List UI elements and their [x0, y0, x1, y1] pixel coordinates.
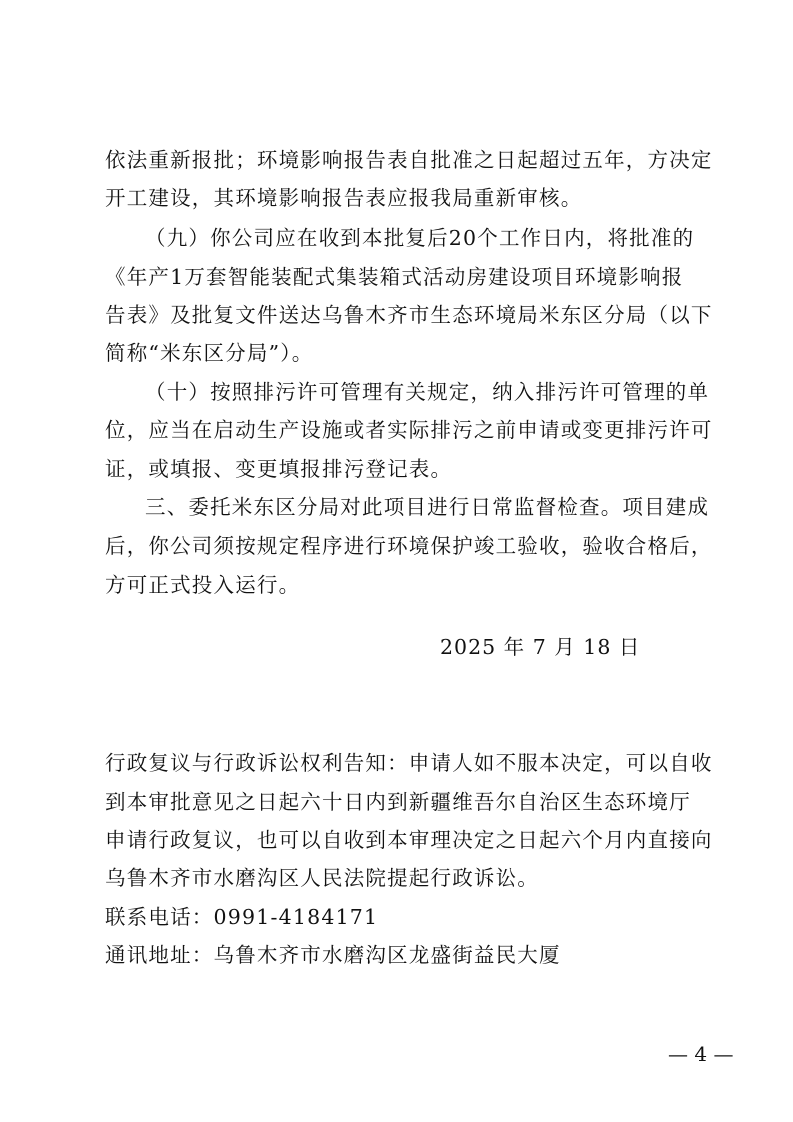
body-line: 证，或填报、变更填报排污登记表。 [105, 457, 453, 481]
body-line: 三、委托米东区分局对此项目进行日常监督检查。项目建成 [145, 495, 710, 519]
contact-phone: 联系电话：0991-4184171 [105, 905, 379, 929]
notice-line: 申请行政复议，也可以自收到本审理决定之日起六个月内直接向 [105, 828, 713, 852]
body-line: 方可正式投入运行。 [105, 573, 301, 597]
body-line: 后，你公司须按规定程序进行环境保护竣工验收，验收合格后， [105, 534, 713, 558]
body-line: 依法重新报批；环境影响报告表自批准之日起超过五年，方决定 [105, 148, 713, 172]
body-line: 《年产1万套智能装配式集装箱式活动房建设项目环境影响报 [105, 265, 684, 289]
body-line: 位，应当在启动生产设施或者实际排污之前申请或变更排污许可 [105, 418, 713, 442]
body-line: 简称“米东区分局”）。 [105, 341, 314, 365]
notice-line: 乌鲁木齐市水磨沟区人民法院提起行政诉讼。 [105, 866, 539, 890]
body-line: 告表》及批复文件送达乌鲁木齐市生态环境局米东区分局（以下 [105, 303, 713, 327]
contact-address: 通讯地址：乌鲁木齐市水磨沟区龙盛街益民大厦 [105, 943, 561, 967]
body-line: （十）按照排污许可管理有关规定，纳入排污许可管理的单 [145, 380, 710, 404]
notice-line: 行政复议与行政诉讼权利告知：申请人如不服本决定，可以自收 [105, 751, 713, 775]
body-line: （九）你公司应在收到本批复后20个工作日内，将批准的 [145, 226, 695, 250]
notice-line: 到本审批意见之日起六十日内到新疆维吾尔自治区生态环境厅 [105, 790, 691, 814]
body-line: 开工建设，其环境影响报告表应报我局重新审核。 [105, 186, 583, 210]
document-date: 2025 年 7 月 18 日 [440, 635, 641, 659]
page-number: — 4 — [668, 1042, 734, 1066]
